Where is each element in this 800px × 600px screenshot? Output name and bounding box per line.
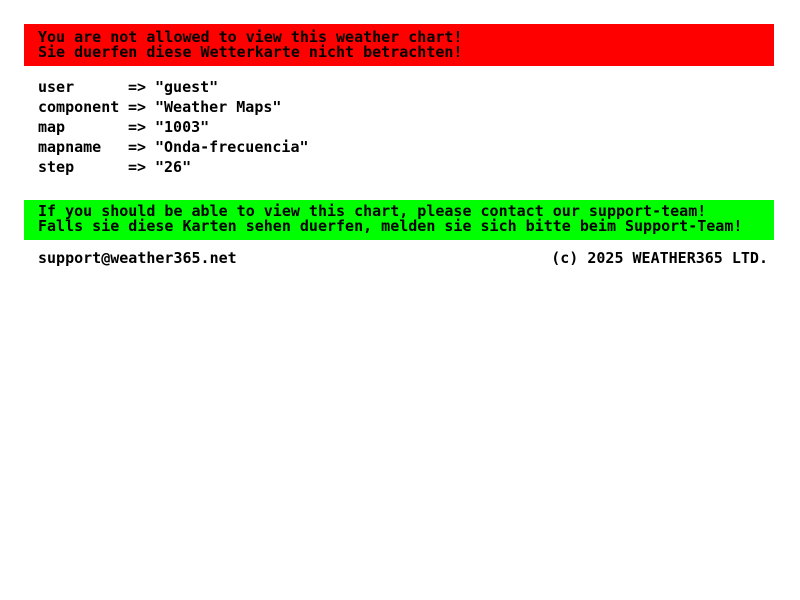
param-value: "Weather Maps" [155, 98, 282, 116]
param-row-user [38, 77, 309, 97]
param-key: map [38, 118, 66, 136]
copyright-notice: (c) 2025 WEATHER365 LTD. [551, 249, 768, 267]
param-row-component [38, 97, 309, 117]
param-value: "1003" [155, 118, 210, 136]
footer [38, 248, 768, 268]
denied-message-en: You are not allowed to view this weather chart! [38, 28, 463, 46]
request-params-list [38, 77, 309, 177]
param-arrow: => [128, 158, 147, 176]
param-value: "guest" [155, 78, 219, 96]
param-key: user [38, 78, 75, 96]
param-arrow: => [128, 138, 147, 156]
contact-message-en: If you should be able to view this chart, please contact our support-team! [38, 202, 707, 220]
contact-message-de: Falls sie diese Karten sehen duerfen, melden sie sich bitte beim Support-Team! [38, 217, 743, 235]
access-denied-banner [24, 24, 774, 66]
param-key: component [38, 98, 120, 116]
param-value: "26" [155, 158, 192, 176]
support-email: support@weather365.net [38, 249, 237, 267]
denied-message-de: Sie duerfen diese Wetterkarte nicht betrachten! [38, 43, 463, 61]
param-arrow: => [128, 78, 147, 96]
param-value: "Onda-frecuencia" [155, 138, 309, 156]
param-key: step [38, 158, 75, 176]
param-arrow: => [128, 118, 147, 136]
param-arrow: => [128, 98, 147, 116]
param-row-map [38, 117, 309, 137]
param-key: mapname [38, 138, 102, 156]
param-row-mapname [38, 137, 309, 157]
param-row-step [38, 157, 309, 177]
contact-support-banner [24, 200, 774, 240]
